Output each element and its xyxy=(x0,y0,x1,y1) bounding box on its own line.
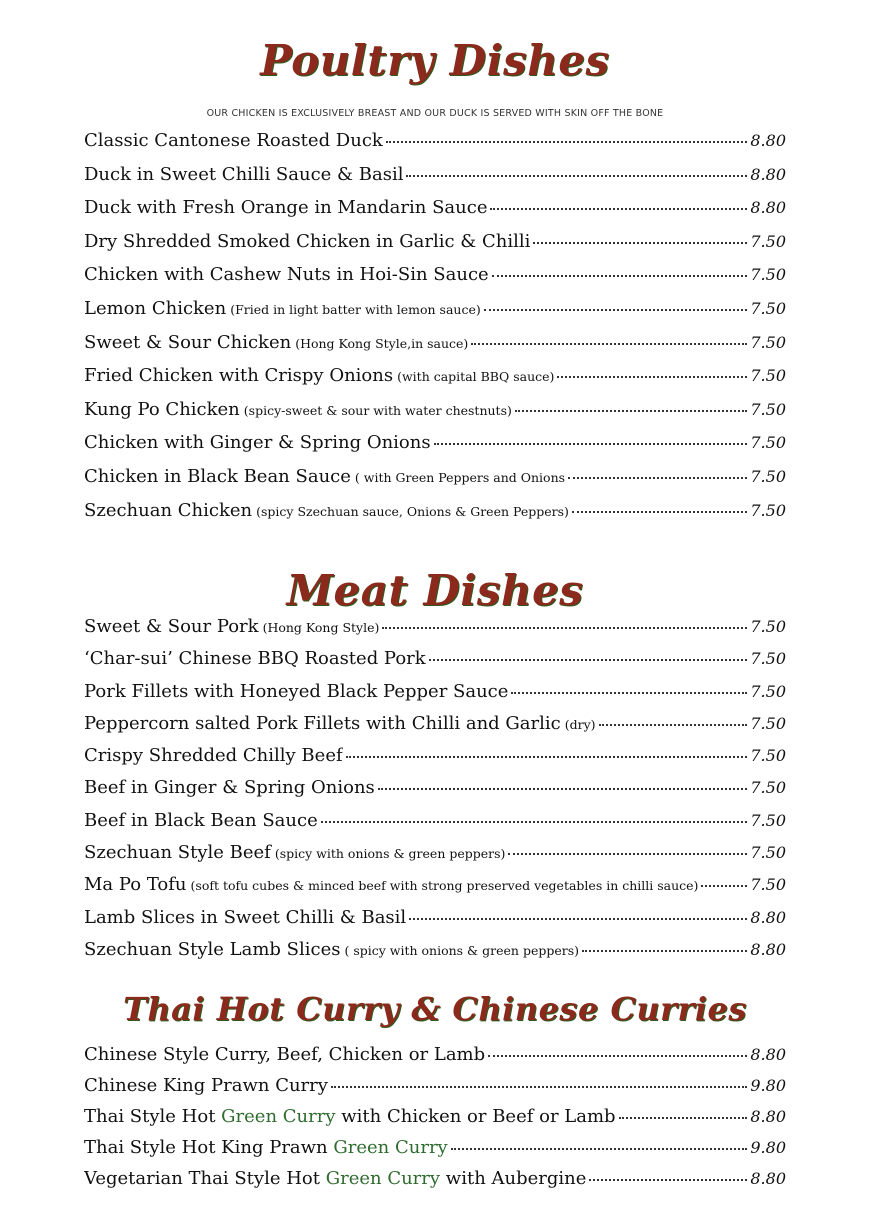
dish-name xyxy=(84,264,489,285)
dish-name xyxy=(84,432,431,453)
menu-item xyxy=(84,432,786,466)
dish-note: (Hong Kong Style) xyxy=(262,620,380,635)
dish-price: 7.50 xyxy=(750,298,786,318)
dish-note: ( with Green Peppers and Onions xyxy=(354,469,566,485)
menu-item xyxy=(84,1044,786,1075)
dish-price: 7.50 xyxy=(750,681,786,701)
dish-title: Kung Po Chicken xyxy=(84,398,240,420)
dish-price: 8.80 xyxy=(750,131,786,150)
dish-title-part: Chinese Style Curry, Beef, Chicken or Lamb xyxy=(84,1044,486,1065)
dish-price: 7.50 xyxy=(750,617,786,636)
dot-leader xyxy=(568,475,747,479)
dish-price: 7.50 xyxy=(750,500,786,520)
dish-name xyxy=(84,907,406,928)
dot-leader xyxy=(382,625,747,629)
dish-price: 7.50 xyxy=(750,713,786,733)
dish-name xyxy=(84,777,375,798)
curry-heading: Thai Hot Curry & Chinese Curries xyxy=(123,990,747,1028)
dish-price: 8.80 xyxy=(750,1045,786,1064)
menu-item xyxy=(84,713,786,745)
green-curry-text: Green Curry xyxy=(333,1136,448,1158)
menu-item xyxy=(84,777,786,809)
dish-price: 7.50 xyxy=(750,265,786,285)
dot-leader xyxy=(409,916,747,920)
dish-name xyxy=(84,466,565,487)
dot-leader xyxy=(488,1053,747,1057)
dish-price: 7.50 xyxy=(750,649,786,669)
dish-name xyxy=(84,648,426,669)
dot-leader xyxy=(429,657,748,661)
dish-note: (dry) xyxy=(564,716,596,732)
dish-price: 8.80 xyxy=(750,907,786,927)
dish-note: (soft tofu cubes & minced beef with strong preserved vegetables in chilli sauce) xyxy=(190,878,699,894)
dish-name xyxy=(84,231,530,252)
dish-price: 7.50 xyxy=(750,433,786,453)
dish-name xyxy=(84,810,318,831)
dish-name xyxy=(84,874,698,895)
dot-leader xyxy=(515,408,748,412)
dish-title: Pork Fillets with Honeyed Black Pepper Sauce xyxy=(84,680,509,702)
menu-item xyxy=(84,842,786,874)
dish-title: Duck in Sweet Chilli Sauce & Basil xyxy=(84,163,404,185)
dot-leader xyxy=(533,240,747,244)
dish-price: 7.50 xyxy=(750,875,786,895)
green-curry-text: Green Curry xyxy=(221,1105,336,1127)
dish-price: 7.50 xyxy=(750,399,786,419)
dish-price: 7.50 xyxy=(750,332,786,352)
dot-leader xyxy=(619,1115,748,1119)
dish-price: 8.80 xyxy=(750,1106,786,1126)
dish-title-part: Thai Style Hot xyxy=(84,1105,222,1127)
menu-item xyxy=(84,681,786,713)
dish-title: Chicken with Cashew Nuts in Hoi-Sin Sauce xyxy=(84,264,489,286)
dish-name xyxy=(84,1075,328,1096)
poultry-list xyxy=(84,130,786,533)
menu-item xyxy=(84,648,786,680)
dish-note: (spicy Szechuan sauce, Onions & Green Peppers) xyxy=(256,503,569,519)
dot-leader xyxy=(331,1084,747,1088)
dish-note: (spicy-sweet & sour with water chestnuts) xyxy=(243,402,512,418)
menu-item xyxy=(84,1168,786,1199)
dish-title: Chicken with Ginger & Spring Onions xyxy=(84,432,431,454)
menu-item xyxy=(84,907,786,939)
dish-title-part: with Aubergine xyxy=(440,1167,587,1189)
dish-name xyxy=(84,1137,448,1158)
dot-leader xyxy=(434,441,748,445)
dot-leader xyxy=(406,173,747,177)
dish-name xyxy=(84,500,569,521)
dish-name xyxy=(84,298,481,319)
dot-leader xyxy=(572,509,747,513)
menu-item xyxy=(84,298,786,332)
dish-price: 8.80 xyxy=(750,1168,786,1188)
dish-name xyxy=(84,399,512,420)
dish-title: Fried Chicken with Crispy Onions xyxy=(84,365,394,387)
menu-item xyxy=(84,164,786,198)
dot-leader xyxy=(492,273,748,277)
dish-title: Dry Shredded Smoked Chicken in Garlic & Chilli xyxy=(84,230,531,252)
menu-item xyxy=(84,231,786,265)
dish-name xyxy=(84,130,383,151)
dot-leader xyxy=(346,754,748,758)
dish-price: 7.50 xyxy=(750,778,786,798)
dish-name xyxy=(84,842,505,863)
dish-price: 9.80 xyxy=(750,1137,786,1157)
dish-name xyxy=(84,197,487,218)
dish-title-part: Thai Style Hot King Prawn xyxy=(84,1136,334,1158)
dish-name xyxy=(84,745,343,766)
dish-note: (Hong Kong Style,in sauce) xyxy=(295,335,469,351)
dish-title: Beef in Ginger & Spring Onions xyxy=(84,777,375,799)
dish-title-part: Chinese King Prawn Curry xyxy=(84,1074,328,1096)
dot-leader xyxy=(511,690,747,694)
dish-title: Szechuan Style Beef xyxy=(84,842,271,864)
menu-item xyxy=(84,874,786,906)
dot-leader xyxy=(484,307,748,311)
dish-title: Ma Po Tofu xyxy=(84,874,187,896)
dish-title: Crispy Shredded Chilly Beef xyxy=(84,745,343,767)
meat-heading: Meat Dishes xyxy=(286,566,584,615)
menu-item xyxy=(84,939,786,971)
dish-title-part: with Chicken or Beef or Lamb xyxy=(335,1105,616,1127)
dish-title: Beef in Black Bean Sauce xyxy=(84,809,318,831)
dish-title: Szechuan Style Lamb Slices xyxy=(84,938,341,960)
dot-leader xyxy=(589,1177,747,1181)
dot-leader xyxy=(599,722,748,726)
meat-list xyxy=(84,616,786,971)
menu-item xyxy=(84,745,786,777)
menu-item xyxy=(84,399,786,433)
dot-leader xyxy=(701,883,747,887)
dish-title: Duck with Fresh Orange in Mandarin Sauce xyxy=(84,197,488,219)
dish-name xyxy=(84,365,554,386)
dish-title: Peppercorn salted Pork Fillets with Chilli and Garlic xyxy=(84,712,561,734)
dot-leader xyxy=(557,374,747,378)
dot-leader xyxy=(471,341,747,345)
menu-item xyxy=(84,500,786,534)
dot-leader xyxy=(582,948,747,952)
dish-name xyxy=(84,164,403,185)
curry-list xyxy=(84,1044,786,1198)
dot-leader xyxy=(378,786,748,790)
dish-price: 7.50 xyxy=(750,466,786,486)
dish-title: Lemon Chicken xyxy=(84,297,227,319)
dish-name xyxy=(84,1106,616,1127)
dish-price: 8.80 xyxy=(750,164,786,184)
dot-leader xyxy=(386,139,748,143)
dish-price: 9.80 xyxy=(750,1075,786,1095)
dish-price: 7.50 xyxy=(750,231,786,251)
menu-item xyxy=(84,1075,786,1106)
dish-name xyxy=(84,616,379,637)
dot-leader xyxy=(490,206,747,210)
dish-price: 7.50 xyxy=(750,843,786,863)
dish-price: 7.50 xyxy=(750,366,786,386)
dish-price: 7.50 xyxy=(750,746,786,766)
menu-item xyxy=(84,466,786,500)
dish-title: Sweet & Sour Pork xyxy=(84,616,259,637)
menu-item xyxy=(84,1137,786,1168)
dot-leader xyxy=(321,819,748,823)
dish-note: (Fried in light batter with lemon sauce) xyxy=(230,301,481,317)
menu-item xyxy=(84,264,786,298)
menu-item xyxy=(84,197,786,231)
poultry-heading: Poultry Dishes xyxy=(260,36,610,85)
dish-note: ( spicy with onions & green peppers) xyxy=(344,942,580,958)
green-curry-text: Green Curry xyxy=(325,1167,441,1189)
dish-title: Classic Cantonese Roasted Duck xyxy=(84,130,383,151)
dish-name xyxy=(84,332,468,353)
dish-title: Chicken in Black Bean Sauce xyxy=(84,465,351,487)
dish-title: ‘Char-sui’ Chinese BBQ Roasted Pork xyxy=(84,648,426,670)
dish-title: Szechuan Chicken xyxy=(84,499,253,521)
dish-title: Lamb Slices in Sweet Chilli & Basil xyxy=(84,906,407,928)
dish-title-part: Vegetarian Thai Style Hot xyxy=(84,1167,326,1189)
menu-item xyxy=(84,130,786,164)
menu-item xyxy=(84,365,786,399)
dish-price: 8.80 xyxy=(750,198,786,218)
menu-item xyxy=(84,332,786,366)
dish-title: Sweet & Sour Chicken xyxy=(84,331,292,353)
dish-name xyxy=(84,713,596,734)
dish-name xyxy=(84,1168,586,1189)
poultry-subtitle: OUR CHICKEN IS EXCLUSIVELY BREAST AND OUR DUCK IS SERVED WITH SKIN OFF THE BONE xyxy=(206,108,664,119)
menu-item xyxy=(84,810,786,842)
dish-name xyxy=(84,1044,485,1065)
menu-item xyxy=(84,616,786,648)
dot-leader xyxy=(508,851,747,855)
dish-note: (spicy with onions & green peppers) xyxy=(274,846,506,862)
menu-item xyxy=(84,1106,786,1137)
dish-note: (with capital BBQ sauce) xyxy=(397,369,555,385)
dish-price: 7.50 xyxy=(750,810,786,830)
dot-leader xyxy=(451,1146,748,1150)
dish-name xyxy=(84,939,579,960)
dish-price: 8.80 xyxy=(750,939,786,959)
dish-name xyxy=(84,681,508,702)
